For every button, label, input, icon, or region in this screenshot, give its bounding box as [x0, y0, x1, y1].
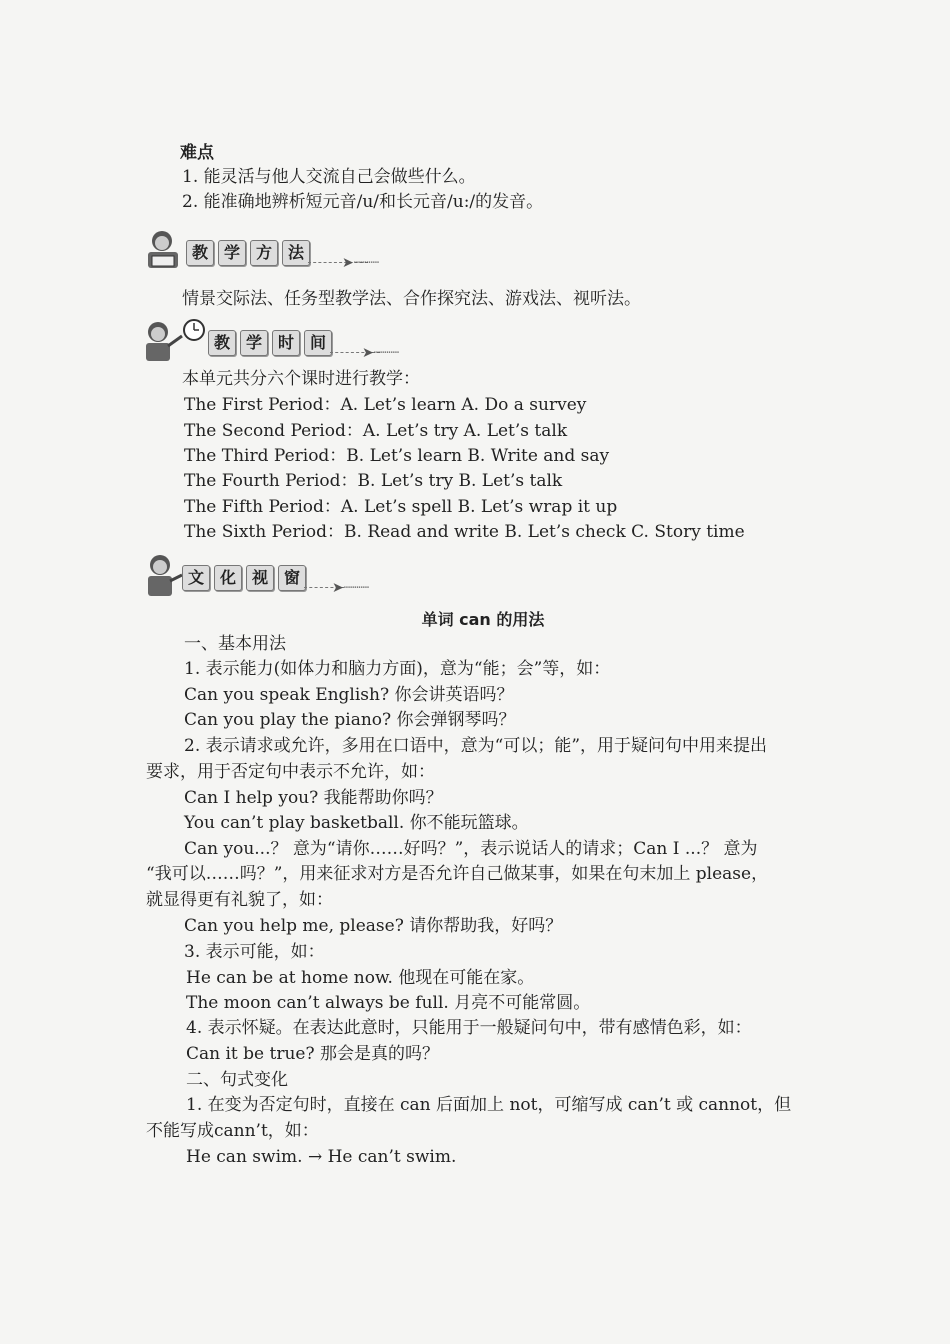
culture-line: Can you speak English? 你会讲英语吗？ [184, 685, 514, 705]
header-char: 文 [182, 565, 210, 591]
period-line: The Sixth Period：B. Read and write B. Let’s check C. Story time [184, 522, 745, 542]
header-char: 教 [186, 240, 214, 266]
reading-student-icon [142, 228, 186, 272]
header-arrow-icon: ➤┈┈┈ [332, 580, 370, 596]
culture-line: Can it be true? 那会是真的吗？ [186, 1044, 439, 1064]
difficulty-heading: 难点 [180, 143, 214, 163]
methods-text: 情景交际法、任务型教学法、合作探究法、游戏法、视听法。 [182, 289, 641, 309]
culture-line: 不能写成cann’t，如： [146, 1121, 319, 1141]
header-char: 间 [304, 330, 332, 356]
culture-line: The moon can’t always be full. 月亮不可能常圆。 [186, 993, 591, 1013]
period-line: The Fourth Period：B. Let’s try B. Let’s talk [184, 471, 563, 491]
time-intro: 本单元共分六个课时进行教学： [182, 369, 420, 389]
culture-line: 二、句式变化 [186, 1070, 288, 1090]
culture-line: “我可以……吗？”，用来征求对方是否允许自己做某事，如果在句末加上 please， [146, 864, 769, 884]
section-header-time [142, 318, 422, 362]
culture-line: 1. 在变为否定句时，直接在 can 后面加上 not，可缩写成 can’t 或 cannot，但 [186, 1095, 792, 1115]
culture-line: You can’t play basketball. 你不能玩篮球。 [184, 813, 529, 833]
culture-line: He can swim. → He can’t swim. [186, 1147, 457, 1167]
header-char: 时 [272, 330, 300, 356]
culture-line: Can you help me, please? 请你帮助我，好吗？ [184, 916, 563, 936]
culture-line: He can be at home now. 他现在可能在家。 [186, 968, 535, 988]
culture-line: 就显得更有礼貌了，如： [146, 890, 333, 910]
culture-line: 一、基本用法 [184, 634, 286, 654]
period-line: The Fifth Period：A. Let’s spell B. Let’s wrap it up [184, 497, 618, 517]
header-char: 学 [218, 240, 246, 266]
header-char: 视 [246, 565, 274, 591]
header-char: 方 [250, 240, 278, 266]
period-line: The First Period：A. Let’s learn A. Do a survey [184, 395, 587, 415]
header-char: 教 [208, 330, 236, 356]
student-clock-icon [142, 318, 208, 364]
header-char: 法 [282, 240, 310, 266]
section-header-methods [142, 228, 402, 272]
culture-title: 单词 can 的用法 [421, 610, 545, 629]
culture-line: 1. 表示能力(如体力和脑力方面)，意为“能；会”等，如： [184, 659, 611, 679]
header-arrow-icon: ➤┈┈┈ [342, 255, 380, 271]
student-pointing-icon [142, 553, 186, 601]
section-header-culture [142, 553, 402, 597]
difficulty-item: 1. 能灵活与他人交流自己会做些什么。 [182, 167, 476, 187]
period-line: The Third Period：B. Let’s learn B. Write and say [184, 446, 610, 466]
culture-line: 2. 表示请求或允许，多用在口语中，意为“可以；能”，用于疑问句中用来提出 [184, 736, 768, 756]
header-char: 化 [214, 565, 242, 591]
culture-line: 要求，用于否定句中表示不允许，如： [146, 762, 435, 782]
header-char: 学 [240, 330, 268, 356]
culture-line: 4. 表示怀疑。在表达此意时，只能用于一般疑问句中，带有感情色彩，如： [186, 1018, 752, 1038]
culture-line: Can you...？ 意为“请你……好吗？”，表示说话人的请求；Can I ...？ 意为 [184, 839, 758, 859]
period-line: The Second Period：A. Let’s try A. Let’s talk [184, 421, 568, 441]
header-arrow-icon: ➤┈┈┈ [362, 345, 400, 361]
culture-line: Can you play the piano? 你会弹钢琴吗？ [184, 710, 516, 730]
header-char: 窗 [278, 565, 306, 591]
culture-line: 3. 表示可能，如： [184, 942, 325, 962]
difficulty-item: 2. 能准确地辨析短元音/u/和长元音/u:/的发音。 [182, 192, 544, 212]
culture-line: Can I help you? 我能帮助你吗？ [184, 788, 443, 808]
